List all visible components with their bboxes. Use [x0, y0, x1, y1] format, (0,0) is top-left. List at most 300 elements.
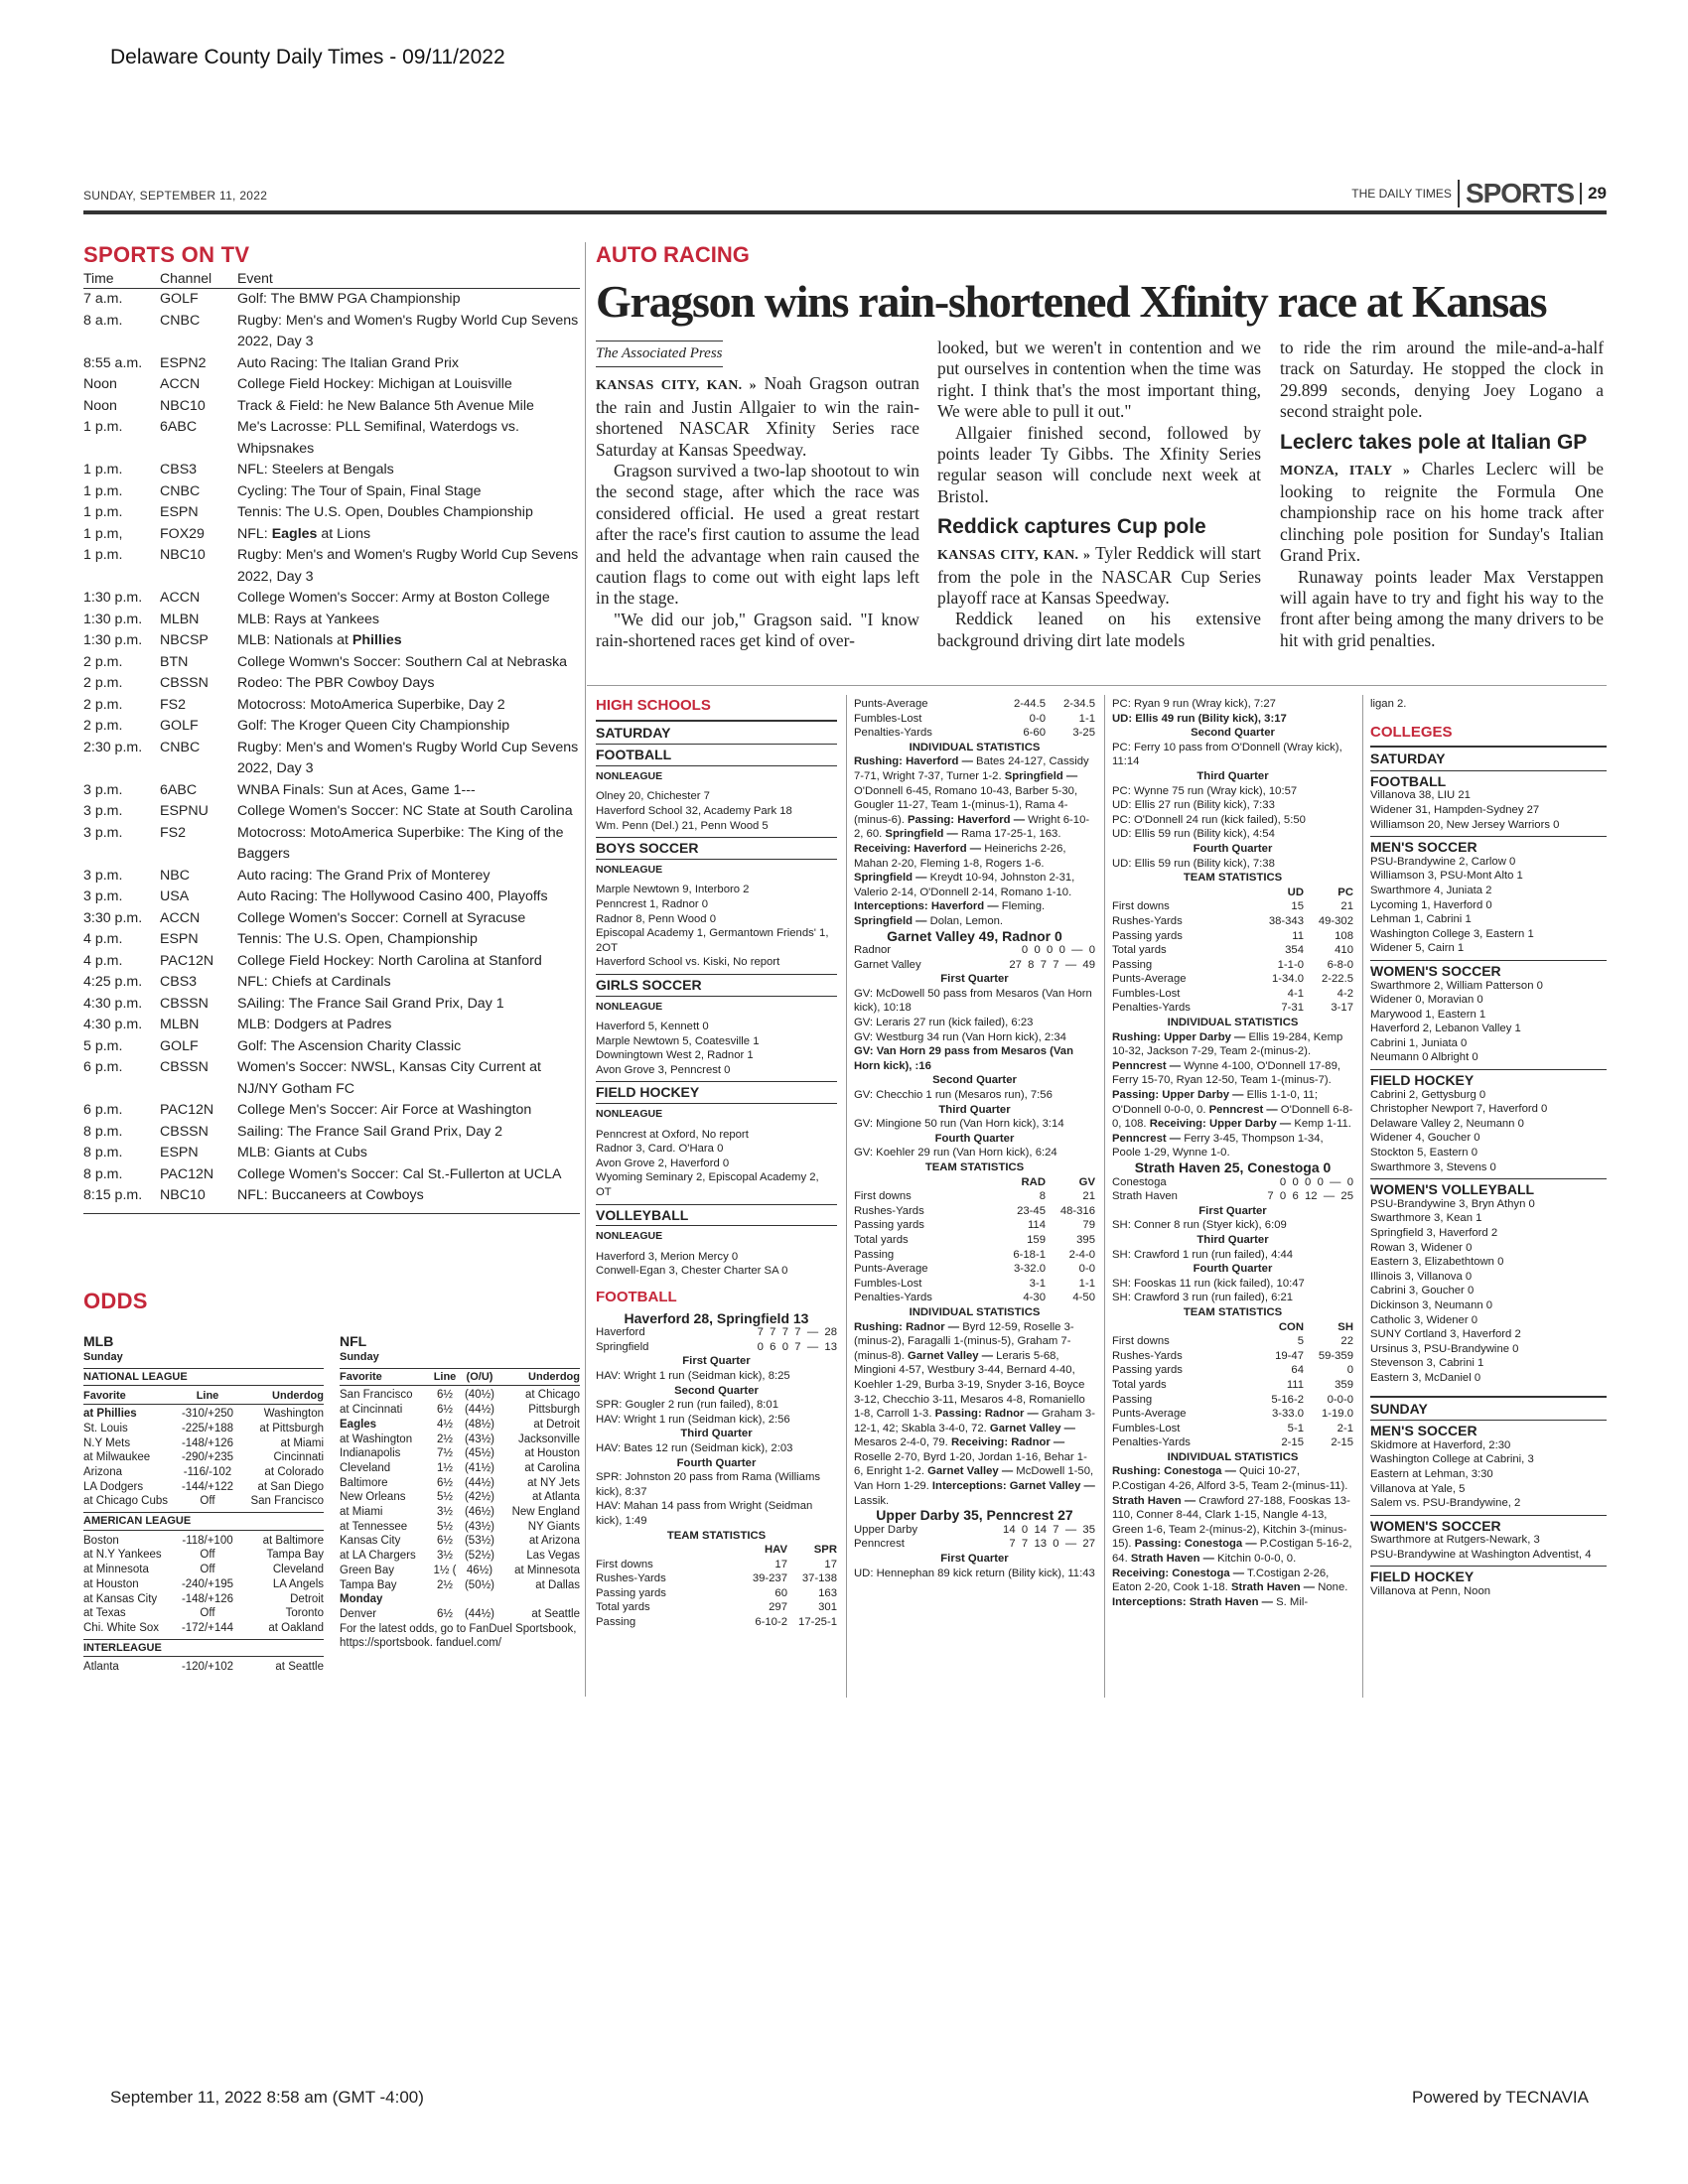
stat-row: [854, 1277, 1095, 1292]
line: 2½: [437, 1433, 453, 1445]
stat-label: Radnor —: [984, 1408, 1039, 1421]
underdog: San Francisco: [250, 1495, 324, 1508]
favorite: Indianapolis: [340, 1447, 401, 1460]
tv-row: [83, 1164, 580, 1186]
result: Villanova 38, LIU 21: [1370, 789, 1471, 802]
favorite: LA Dodgers: [83, 1480, 144, 1493]
article-byline: The Associated Press: [596, 341, 723, 367]
stat-row: [854, 1262, 1095, 1277]
scores: 14 0 14 7 — 35: [1003, 1523, 1095, 1536]
stat-value: 17: [774, 1558, 787, 1570]
team-col: SPR: [813, 1544, 837, 1557]
scoring-play: HAV: Wright 1 run (Seidman kick), 2:56: [596, 1413, 790, 1426]
stat-value: 59-359: [1318, 1349, 1353, 1362]
stat-value: 19-47: [1275, 1349, 1304, 1362]
stat-value: 3-17: [1331, 1002, 1353, 1015]
tv-channel: GOLF: [160, 291, 199, 307]
underdog: at Pittsburgh: [259, 1422, 324, 1434]
result: Illinois 3, Villanova 0: [1370, 1270, 1473, 1283]
odds-row: [83, 1465, 324, 1480]
stat-row: [1112, 929, 1353, 944]
stat-row: [854, 726, 1095, 741]
tv-event: Tennis: The U.S. Open, Championship: [237, 931, 478, 947]
stat-value: 3-1: [1029, 1277, 1046, 1290]
sport-heading: WOMEN'S SOCCER: [1370, 1515, 1607, 1534]
interleague-heading: INTERLEAGUE: [83, 1639, 324, 1658]
tv-event: SAiling: The France Sail Grand Prix, Day 1: [237, 995, 504, 1012]
line: 7½: [437, 1447, 453, 1460]
underdog: at Miami: [280, 1436, 324, 1449]
stat-row: [854, 1248, 1095, 1263]
team-stats: [596, 1558, 837, 1630]
al-heading: AMERICAN LEAGUE: [83, 1512, 324, 1531]
result: Wyoming Seminary 2, Episcopal Academy 2, OT: [596, 1171, 819, 1199]
page-date: SUNDAY, SEPTEMBER 11, 2022: [83, 189, 268, 203]
stat-label: First downs: [1112, 1335, 1170, 1348]
tv-time: 8:15 p.m.: [83, 1187, 143, 1203]
nonleague-heading: NONLEAGUE: [596, 1103, 837, 1122]
stat-label: Passing:: [1134, 1538, 1182, 1551]
sport-heading: WOMEN'S VOLLEYBALL: [1370, 1178, 1607, 1197]
favorite: at Texas: [83, 1607, 126, 1620]
underdog: at Atlanta: [532, 1491, 580, 1504]
tv-row: [83, 1185, 580, 1207]
tv-event: Rugby: Men's and Women's Rugby World Cup Sevens 2022, Day 3: [237, 739, 579, 776]
stat-label: Passing:: [907, 813, 955, 826]
line: -290/+235: [181, 1451, 234, 1464]
stat-label: Penalties-Yards: [854, 1292, 932, 1304]
stat-value: 111: [1286, 1378, 1304, 1391]
tv-channel: PAC12N: [160, 952, 214, 969]
underdog: LA Angels: [272, 1577, 324, 1590]
sport-heading: FIELD HOCKEY: [596, 1081, 837, 1100]
tv-row: [83, 353, 580, 375]
tv-col-channel: Channel: [160, 270, 212, 286]
scoring-play: GV: Checchio 1 run (Mesaros run), 7:56: [854, 1089, 1053, 1102]
line: 3½: [437, 1550, 453, 1563]
over-under: (53½): [464, 1535, 495, 1548]
tv-time: 3 p.m.: [83, 803, 123, 819]
viewer-timestamp: September 11, 2022 8:58 am (GMT -4:00): [110, 2088, 424, 2107]
team: Garnet Valley: [854, 958, 921, 971]
stat-label: Passing yards: [1112, 929, 1183, 942]
result: Williamson 20, New Jersey Warriors 0: [1370, 818, 1560, 831]
tv-event: College Field Hockey: Michigan at Louisville: [237, 376, 512, 392]
quarter-heading: TEAM STATISTICS: [1183, 872, 1283, 885]
scoring-play: SH: Conner 8 run (Styer kick), 6:09: [1112, 1219, 1287, 1232]
result: Eastern 3, McDaniel 0: [1370, 1371, 1481, 1384]
result: Cabrini 1, Juniata 0: [1370, 1036, 1468, 1049]
odds-row: [83, 1534, 324, 1549]
indiv-stats-heading: INDIVIDUAL STATISTICS: [1167, 1450, 1299, 1463]
tv-event: College Women's Soccer: NC State at South Carolina: [237, 803, 573, 819]
article-paragraph: Allgaier finished second, followed by points leader Ty Gibbs. The Xfinity Series regular season will conclude next week at Bristol.: [937, 422, 1261, 506]
odds-row: [83, 1660, 324, 1675]
line: -240/+195: [181, 1577, 234, 1590]
article-bottom-rule: [587, 685, 1607, 686]
tv-row: [83, 652, 580, 674]
favorite: Chi. White Sox: [83, 1621, 160, 1634]
article-body: [937, 543, 1261, 651]
over-under: (46½): [464, 1506, 495, 1519]
tv-row: [83, 908, 580, 930]
tv-row: [83, 780, 580, 802]
col-favorite: Favorite: [83, 1390, 126, 1403]
tv-time: 3 p.m.: [83, 824, 123, 841]
tv-channel: PAC12N: [160, 1165, 214, 1182]
odds-row: [83, 1592, 324, 1607]
tv-time: 8 a.m.: [83, 312, 123, 329]
result: Cabrini 3, Goucher 0: [1370, 1285, 1475, 1297]
stat-label: Springfield —: [1004, 769, 1078, 782]
tv-time: 1:30 p.m.: [83, 611, 143, 627]
favorite: at Miami: [340, 1506, 383, 1519]
tv-time: 8 p.m.: [83, 1145, 123, 1160]
scores: 7 0 6 12 — 25: [1267, 1190, 1353, 1203]
result: Swarthmore 2, William Patterson 0: [1370, 979, 1543, 992]
stat-value: 4-30: [1023, 1292, 1046, 1304]
stat-value: 1-1: [1078, 1277, 1095, 1290]
quarter-heading: Fourth Quarter: [676, 1456, 757, 1469]
stat-value: 6-60: [1023, 727, 1046, 740]
tv-channel: ACCN: [160, 590, 201, 606]
tv-event: WNBA Finals: Sun at Aces, Game 1---: [237, 781, 476, 798]
tv-channel: MLBN: [160, 611, 200, 627]
stat-label: Conestoga —: [1164, 1465, 1236, 1478]
tv-channel: CBSSN: [160, 675, 209, 691]
tv-event: Tennis: The U.S. Open, Doubles Championship: [237, 504, 533, 520]
scores: 0 6 0 7 — 13: [757, 1340, 837, 1353]
article-paragraph: looked, but we weren't in contention and we put ourselves in contention when the time was right. I think that's the most important thing, We were able to pull it out.": [937, 338, 1261, 422]
tv-channel: CNBC: [160, 312, 201, 329]
stat-row: [596, 1586, 837, 1601]
odds-row: [340, 1549, 580, 1564]
favorite: Tampa Bay: [340, 1578, 397, 1591]
stat-label: Punts-Average: [854, 1263, 928, 1276]
tv-channel: BTN: [160, 653, 189, 670]
favorite: at N.Y Yankees: [83, 1549, 162, 1562]
page-header: [1351, 180, 1607, 207]
underdog: Cleveland: [272, 1564, 324, 1576]
col-ou: (O/U): [466, 1370, 493, 1383]
article-paragraph: KANSAS CITY, KAN. » Tyler Reddick will start from the pole in the NASCAR Cup Series playoff race at Kansas Speedway.: [937, 543, 1261, 609]
sport-heading: WOMEN'S SOCCER: [1370, 960, 1607, 979]
line: 5½: [437, 1520, 453, 1533]
odds-row: [340, 1607, 580, 1622]
team-stats-header: [1112, 1320, 1353, 1335]
quarter-heading: Second Quarter: [1191, 727, 1275, 740]
stat-value: 0-0: [1029, 712, 1046, 725]
line: -118/+100: [182, 1534, 233, 1547]
favorite: Green Bay: [340, 1564, 394, 1576]
viewer-title: Delaware County Daily Times - 09/11/2022: [110, 46, 505, 68]
stat-row: [1112, 1378, 1353, 1393]
tv-row: [83, 1057, 580, 1100]
stat-label: Fumbles-Lost: [1112, 1422, 1181, 1434]
result: Marywood 1, Eastern 1: [1370, 1008, 1486, 1021]
stat-label: Haverford —: [914, 842, 982, 855]
stat-row: [1112, 914, 1353, 929]
favorite: St. Louis: [83, 1422, 128, 1434]
stat-label: Fumbles-Lost: [854, 712, 922, 725]
tv-channel: GOLF: [160, 718, 199, 734]
tv-time: 2 p.m.: [83, 696, 123, 713]
nfl-odds: [340, 1332, 580, 1651]
col-underdog: Underdog: [272, 1390, 324, 1403]
scoring-play: SH: Crawford 1 run (run failed), 4:44: [1112, 1248, 1294, 1261]
nfl-heading: NFL: [340, 1333, 367, 1349]
tv-row: [83, 524, 580, 546]
stat-label: Punts-Average: [1112, 973, 1187, 986]
tv-event: MLB: Rays at Yankees: [237, 611, 379, 627]
odds-row: [340, 1534, 580, 1549]
tv-rule: [83, 1213, 580, 1214]
favorite: Eagles: [340, 1418, 377, 1431]
linescore: [1112, 1175, 1353, 1204]
tv-row: [83, 929, 580, 951]
dateline: KANSAS CITY, KAN. »: [937, 548, 1091, 564]
odds-row: [340, 1490, 580, 1505]
stat-label: Garnet Valley —: [927, 1465, 1014, 1478]
odds-row: [83, 1563, 324, 1577]
result: Avon Grove 2, Haverford 0: [596, 1157, 730, 1169]
stat-label: Passing: [854, 1248, 895, 1261]
tv-event: Women's Soccer: NWSL, Kansas City Current at NJ/NY Gotham FC: [237, 1059, 542, 1097]
line: Off: [200, 1549, 215, 1562]
scores: 7 7 13 0 — 27: [1009, 1538, 1095, 1551]
stat-row: [1112, 943, 1353, 958]
stat-label: Total yards: [854, 1233, 909, 1246]
underdog: at Arizona: [528, 1535, 580, 1548]
tv-row: [83, 460, 580, 481]
sport-heading: MEN'S SOCCER: [1370, 1420, 1607, 1438]
stat-label: Penncrest —: [1112, 1132, 1182, 1145]
quarter-heading: First Quarter: [940, 1553, 1009, 1566]
stat-row: [1112, 1393, 1353, 1408]
favorite: Boston: [83, 1534, 119, 1547]
stat-label: First downs: [596, 1558, 653, 1570]
tv-event: MLB: Dodgers at Padres: [237, 1017, 392, 1032]
favorite: Baltimore: [340, 1476, 388, 1489]
stat-value: 3-32.0: [1013, 1263, 1046, 1276]
linescore-row: [596, 1340, 837, 1355]
scoring-play: SPR: Johnston 20 pass from Rama (Williams kick), 8:37: [596, 1471, 821, 1498]
scoring-plays: [1112, 697, 1353, 886]
scoring-play: GV: Westburg 34 run (Van Horn kick), 2:34: [854, 1030, 1066, 1043]
tv-time: 2 p.m.: [83, 718, 123, 734]
tv-listings: [83, 289, 580, 1207]
stat-label: Total yards: [596, 1601, 650, 1614]
nl-heading: NATIONAL LEAGUE: [83, 1368, 324, 1387]
nfl-day: Sunday: [340, 1351, 379, 1363]
stat-label: Garnet Valley —: [989, 1422, 1075, 1434]
tv-row: [83, 396, 580, 418]
tv-time: 1 p.m.: [83, 419, 123, 435]
quarter-heading: Second Quarter: [674, 1384, 759, 1397]
quarter-heading: Fourth Quarter: [934, 1132, 1015, 1145]
sport-heading: FOOTBALL: [596, 744, 837, 762]
stat-value: 1-19.0: [1321, 1408, 1353, 1421]
stat-value: 3-33.0: [1271, 1408, 1304, 1421]
team-col: CON: [1278, 1320, 1304, 1333]
stat-label: Passing: [1112, 1393, 1153, 1406]
odds-row: [83, 1548, 324, 1563]
quarter-heading: First Quarter: [940, 973, 1009, 986]
odds-row: [340, 1446, 580, 1461]
colleges-heading: COLLEGES: [1370, 723, 1453, 741]
stat-value: 6-10-2: [755, 1616, 787, 1629]
tv-time: 8 p.m.: [83, 1165, 123, 1182]
stat-label: Fumbles-Lost: [1112, 987, 1181, 1000]
underdog: at Detroit: [533, 1418, 580, 1431]
line: 1½ (: [433, 1564, 457, 1576]
stat-label: Receiving:: [950, 1436, 1009, 1449]
favorite: at Cincinnati: [340, 1404, 403, 1417]
odds-row: [83, 1480, 324, 1495]
tv-channel: 6ABC: [160, 781, 198, 798]
favorite: at Chicago Cubs: [83, 1495, 169, 1508]
over-under: (44½): [464, 1404, 495, 1417]
tv-channel: CNBC: [160, 739, 201, 755]
over-under: 46½): [466, 1564, 493, 1576]
stat-value: 354: [1285, 944, 1304, 957]
result: Salem vs. PSU-Brandywine, 2: [1370, 1497, 1521, 1510]
scoring-plays: [854, 972, 1095, 1174]
odds-row: [340, 1564, 580, 1578]
stat-value: 5: [1297, 1335, 1304, 1348]
sport-heading: MEN'S SOCCER: [1370, 836, 1607, 855]
column-divider: [1362, 695, 1363, 1698]
team-highlight: Eagles: [271, 525, 318, 542]
line: -116/-102: [183, 1465, 232, 1478]
tv-time: 1 p.m.: [83, 482, 123, 499]
team-stats-header: [596, 1543, 837, 1558]
favorite: Cleveland: [340, 1461, 391, 1474]
favorite: at Tennessee: [340, 1520, 408, 1533]
odds-row: [83, 1577, 324, 1592]
stat-row: [1112, 1435, 1353, 1450]
article-paragraph: Gragson survived a two-lap shootout to win the second stage, after which the race was considered official. He used a great restart after the race's first caution to assume the lead and held the advantage when rain caused the caution flags to come out with eight laps left in the stage.: [596, 461, 919, 609]
underdog: at Seattle: [275, 1661, 324, 1674]
linescore-row: [854, 1537, 1095, 1552]
stat-value: 4-2: [1336, 987, 1353, 1000]
underdog: Jacksonville: [518, 1433, 580, 1445]
column-divider: [585, 242, 586, 1697]
stat-row: [854, 697, 1095, 712]
result: Widener 31, Hampden-Sydney 27: [1370, 803, 1540, 816]
stat-row: [854, 712, 1095, 727]
tv-channel: NBC10: [160, 547, 206, 563]
tv-time: 8 p.m.: [83, 1123, 123, 1140]
tv-column-headers: [83, 268, 580, 288]
stat-value: 64: [1291, 1364, 1304, 1377]
sport-heading: FOOTBALL: [1370, 770, 1607, 789]
stat-value: 8: [1039, 1190, 1046, 1203]
underdog: at Chicago: [525, 1389, 580, 1402]
stat-value: 0-0-0: [1327, 1393, 1353, 1406]
stat-label: Springfield —: [885, 828, 958, 841]
tv-row: [83, 823, 580, 866]
stat-label: Radnor —: [906, 1320, 960, 1333]
linescore-row: [596, 1325, 837, 1340]
favorite: at Minnesota: [83, 1564, 149, 1576]
favorite: Denver: [340, 1607, 377, 1620]
favorite: at Washington: [340, 1433, 413, 1445]
quarter-heading: Third Quarter: [938, 1103, 1011, 1116]
stat-label: Receiving:: [1149, 1118, 1206, 1131]
stat-label: Interceptions:: [931, 1480, 1007, 1493]
mlb-heading: MLB: [83, 1333, 114, 1349]
odds-row: [83, 1422, 324, 1436]
odds-note: For the latest odds, go to FanDuel Sportsbook, https://sportsbook. fanduel.com/: [340, 1622, 577, 1650]
tv-row: [83, 502, 580, 524]
tv-event: Rugby: Men's and Women's Rugby World Cup Sevens 2022, Day 3: [237, 547, 579, 585]
paper-name: THE DAILY TIMES: [1351, 187, 1452, 201]
stat-row: [1112, 958, 1353, 973]
high-schools-heading: HIGH SCHOOLS: [596, 697, 711, 714]
stat-row: [1112, 899, 1353, 914]
stat-value: 2-15: [1331, 1436, 1353, 1449]
result: Williamson 3, PSU-Mont Alto 1: [1370, 870, 1523, 883]
scoring-play: PC: Wynne 75 run (Wray kick), 10:57: [1112, 784, 1298, 797]
line: 6½: [437, 1404, 453, 1417]
indiv-stats: Rushing: Conestoga — Quici 10-27, P.Costigan 4-26, Alford 3-5, Team 2-(minus-11). Strath Haven — Crawford 27-188, Fooskas 13-110, Conner 8-44, Clark 1-15, Nangle 4-13, Green 1-6, Team 2-(minus-2), Kitchin 3-(minus-15). Passing: Conestoga — P.Costigan 5-16-2, 64. Strath Haven — Kitchin 0-0-0, 0. Receiving: Conestoga — T.Costigan 2-26, Eaton 2-20, Cook 1-18. Strath Haven — None. Interceptions: Strath Haven — S. Mil-: [1112, 1465, 1352, 1608]
tv-time: 3 p.m.: [83, 867, 123, 884]
indiv-stats-heading: INDIVIDUAL STATISTICS: [909, 741, 1041, 753]
line: 6½: [437, 1389, 453, 1402]
tv-channel: ESPN2: [160, 354, 207, 371]
stat-label: Passing:: [934, 1408, 982, 1421]
scoring-play: PC: Ferry 10 pass from O'Donnell (Wray kick), 11:14: [1112, 741, 1342, 768]
line: -120/+102: [181, 1661, 234, 1674]
stat-row: [596, 1571, 837, 1586]
game-header: Upper Darby 35, Penncrest 27: [876, 1507, 1073, 1524]
indiv-stats: Rushing: Radnor — Byrd 12-59, Roselle 3-(minus-2), Faragalli 1-(minus-5), Graham 7-(minus-8). Garnet Valley — Leraris 5-68, Mingioni 4-57, Westbury 3-44, Bernard 4-40, Koehler 1-29, Burba 3-19, Snyder 3-16, Boyce 3-12, Checchio 3-11, Mesaros 4-8, Romaniello 1-8, Carroll 1-3. Passing: Radnor — Graham 3-12-1, 42; Skabla 3-4-0, 72. Garnet Valley — Mesaros 2-4-0, 79. Receiving: Radnor — Roselle 2-70, Byrd 1-20, Jordan 1-16, Behar 1-6, Enright 1-2. Garnet Valley — McDowell 1-50, Van Horn 1-29. Interceptions: Garnet Valley — Lassik.: [854, 1320, 1095, 1507]
line: 6½: [437, 1607, 453, 1620]
section-name: SPORTS: [1458, 180, 1574, 207]
tv-time: 1 p.m,: [83, 525, 123, 542]
tv-row: [83, 801, 580, 823]
odds-row: [83, 1407, 324, 1422]
sports-on-tv: [83, 242, 580, 1214]
result: Haverford 3, Merion Mercy 0: [596, 1250, 739, 1263]
stat-row: [1112, 1334, 1353, 1349]
team-col: UD: [1287, 886, 1304, 898]
stat-value: 5-16-2: [1271, 1393, 1304, 1406]
team-col: PC: [1337, 886, 1353, 898]
mlb-day: Sunday: [83, 1351, 123, 1363]
scoring-play: UD: Ellis 59 run (Bility kick), 7:38: [1112, 857, 1275, 870]
line: Off: [200, 1495, 215, 1508]
nonleague-heading: NONLEAGUE: [596, 765, 837, 784]
tv-row: [83, 1015, 580, 1036]
stat-label: Radnor —: [1011, 1436, 1065, 1449]
tv-channel: CBSSN: [160, 995, 209, 1012]
sport-heading: BOYS SOCCER: [596, 837, 837, 856]
line: 5½: [437, 1491, 453, 1504]
stat-label: Penncrest —: [1208, 1103, 1278, 1116]
tv-channel: ACCN: [160, 376, 201, 392]
stat-value: 38-343: [1268, 914, 1304, 927]
quarter-heading: Second Quarter: [932, 1074, 1017, 1087]
over-under: (44½): [464, 1476, 495, 1489]
result: Haverford 5, Kennett 0: [596, 1021, 709, 1033]
stat-label: Penncrest —: [1112, 1059, 1182, 1072]
result: Springfield 3, Haverford 2: [1370, 1227, 1498, 1239]
tv-event: Auto Racing: The Hollywood Casino 400, Playoffs: [237, 888, 548, 904]
underdog: at Oakland: [268, 1621, 324, 1634]
line: -148/+126: [181, 1592, 234, 1605]
